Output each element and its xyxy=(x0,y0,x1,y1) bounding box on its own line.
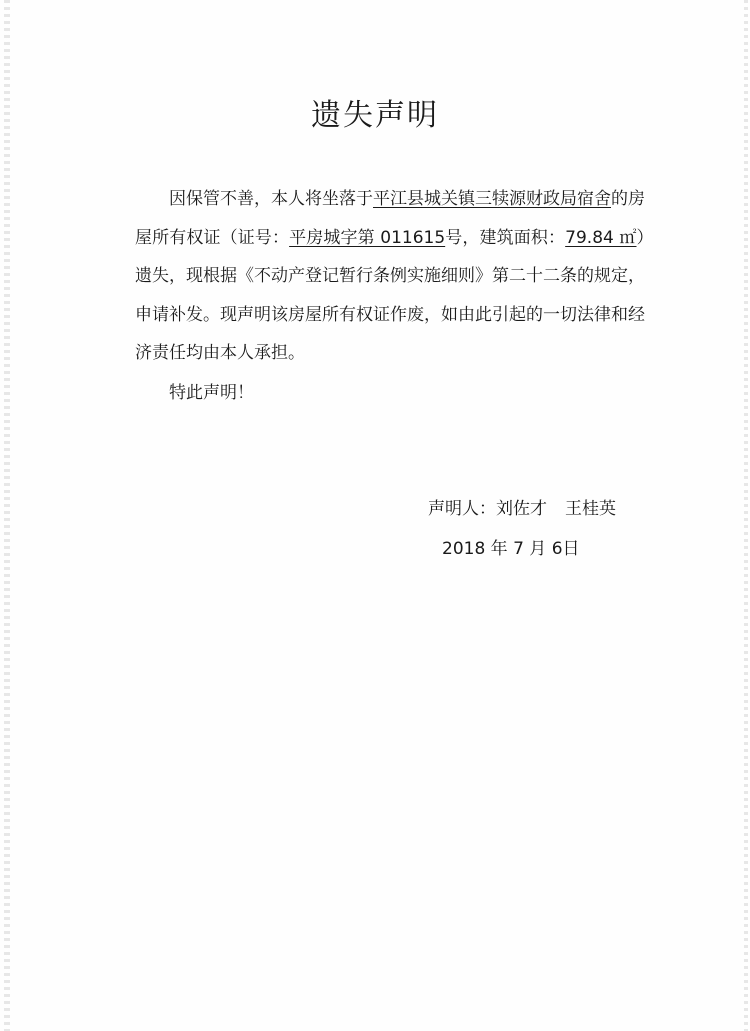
property-location: 平江县城关镇三犊源财政局宿舍 xyxy=(373,189,611,209)
building-area: 79.84 ㎡ xyxy=(565,227,637,248)
signer-name-2: 王桂英 xyxy=(565,499,616,519)
scan-edge-left xyxy=(4,0,10,1031)
signer-line xyxy=(428,494,616,519)
certificate-number: 平房城字第 011615 xyxy=(289,227,446,248)
signer-label: 声明人： xyxy=(428,499,496,519)
closing-line: 特此声明！ xyxy=(169,383,254,403)
statement-intro: 因保管不善，本人将坐落于 xyxy=(169,189,373,209)
area-label: 号，建筑面积： xyxy=(445,227,566,248)
scan-edge-right xyxy=(744,0,748,1031)
certificate-label: 的房屋所有权证（证号： xyxy=(135,189,645,248)
signer-name-1: 刘佐才 xyxy=(496,499,547,519)
statement-paragraph xyxy=(135,180,645,373)
statement-body xyxy=(135,180,645,373)
statement-date: 2018 年 7 月 6日 xyxy=(442,539,580,559)
statement-details: ）遗失，现根据《不动产登记暂行条例实施细则》第二十二条的规定，申请补发。现声明该房屋所有权证作废，如由此引起的一切法律和经济责任均由本人承担。 xyxy=(135,227,645,363)
document-title: 遗失声明 xyxy=(311,98,439,133)
